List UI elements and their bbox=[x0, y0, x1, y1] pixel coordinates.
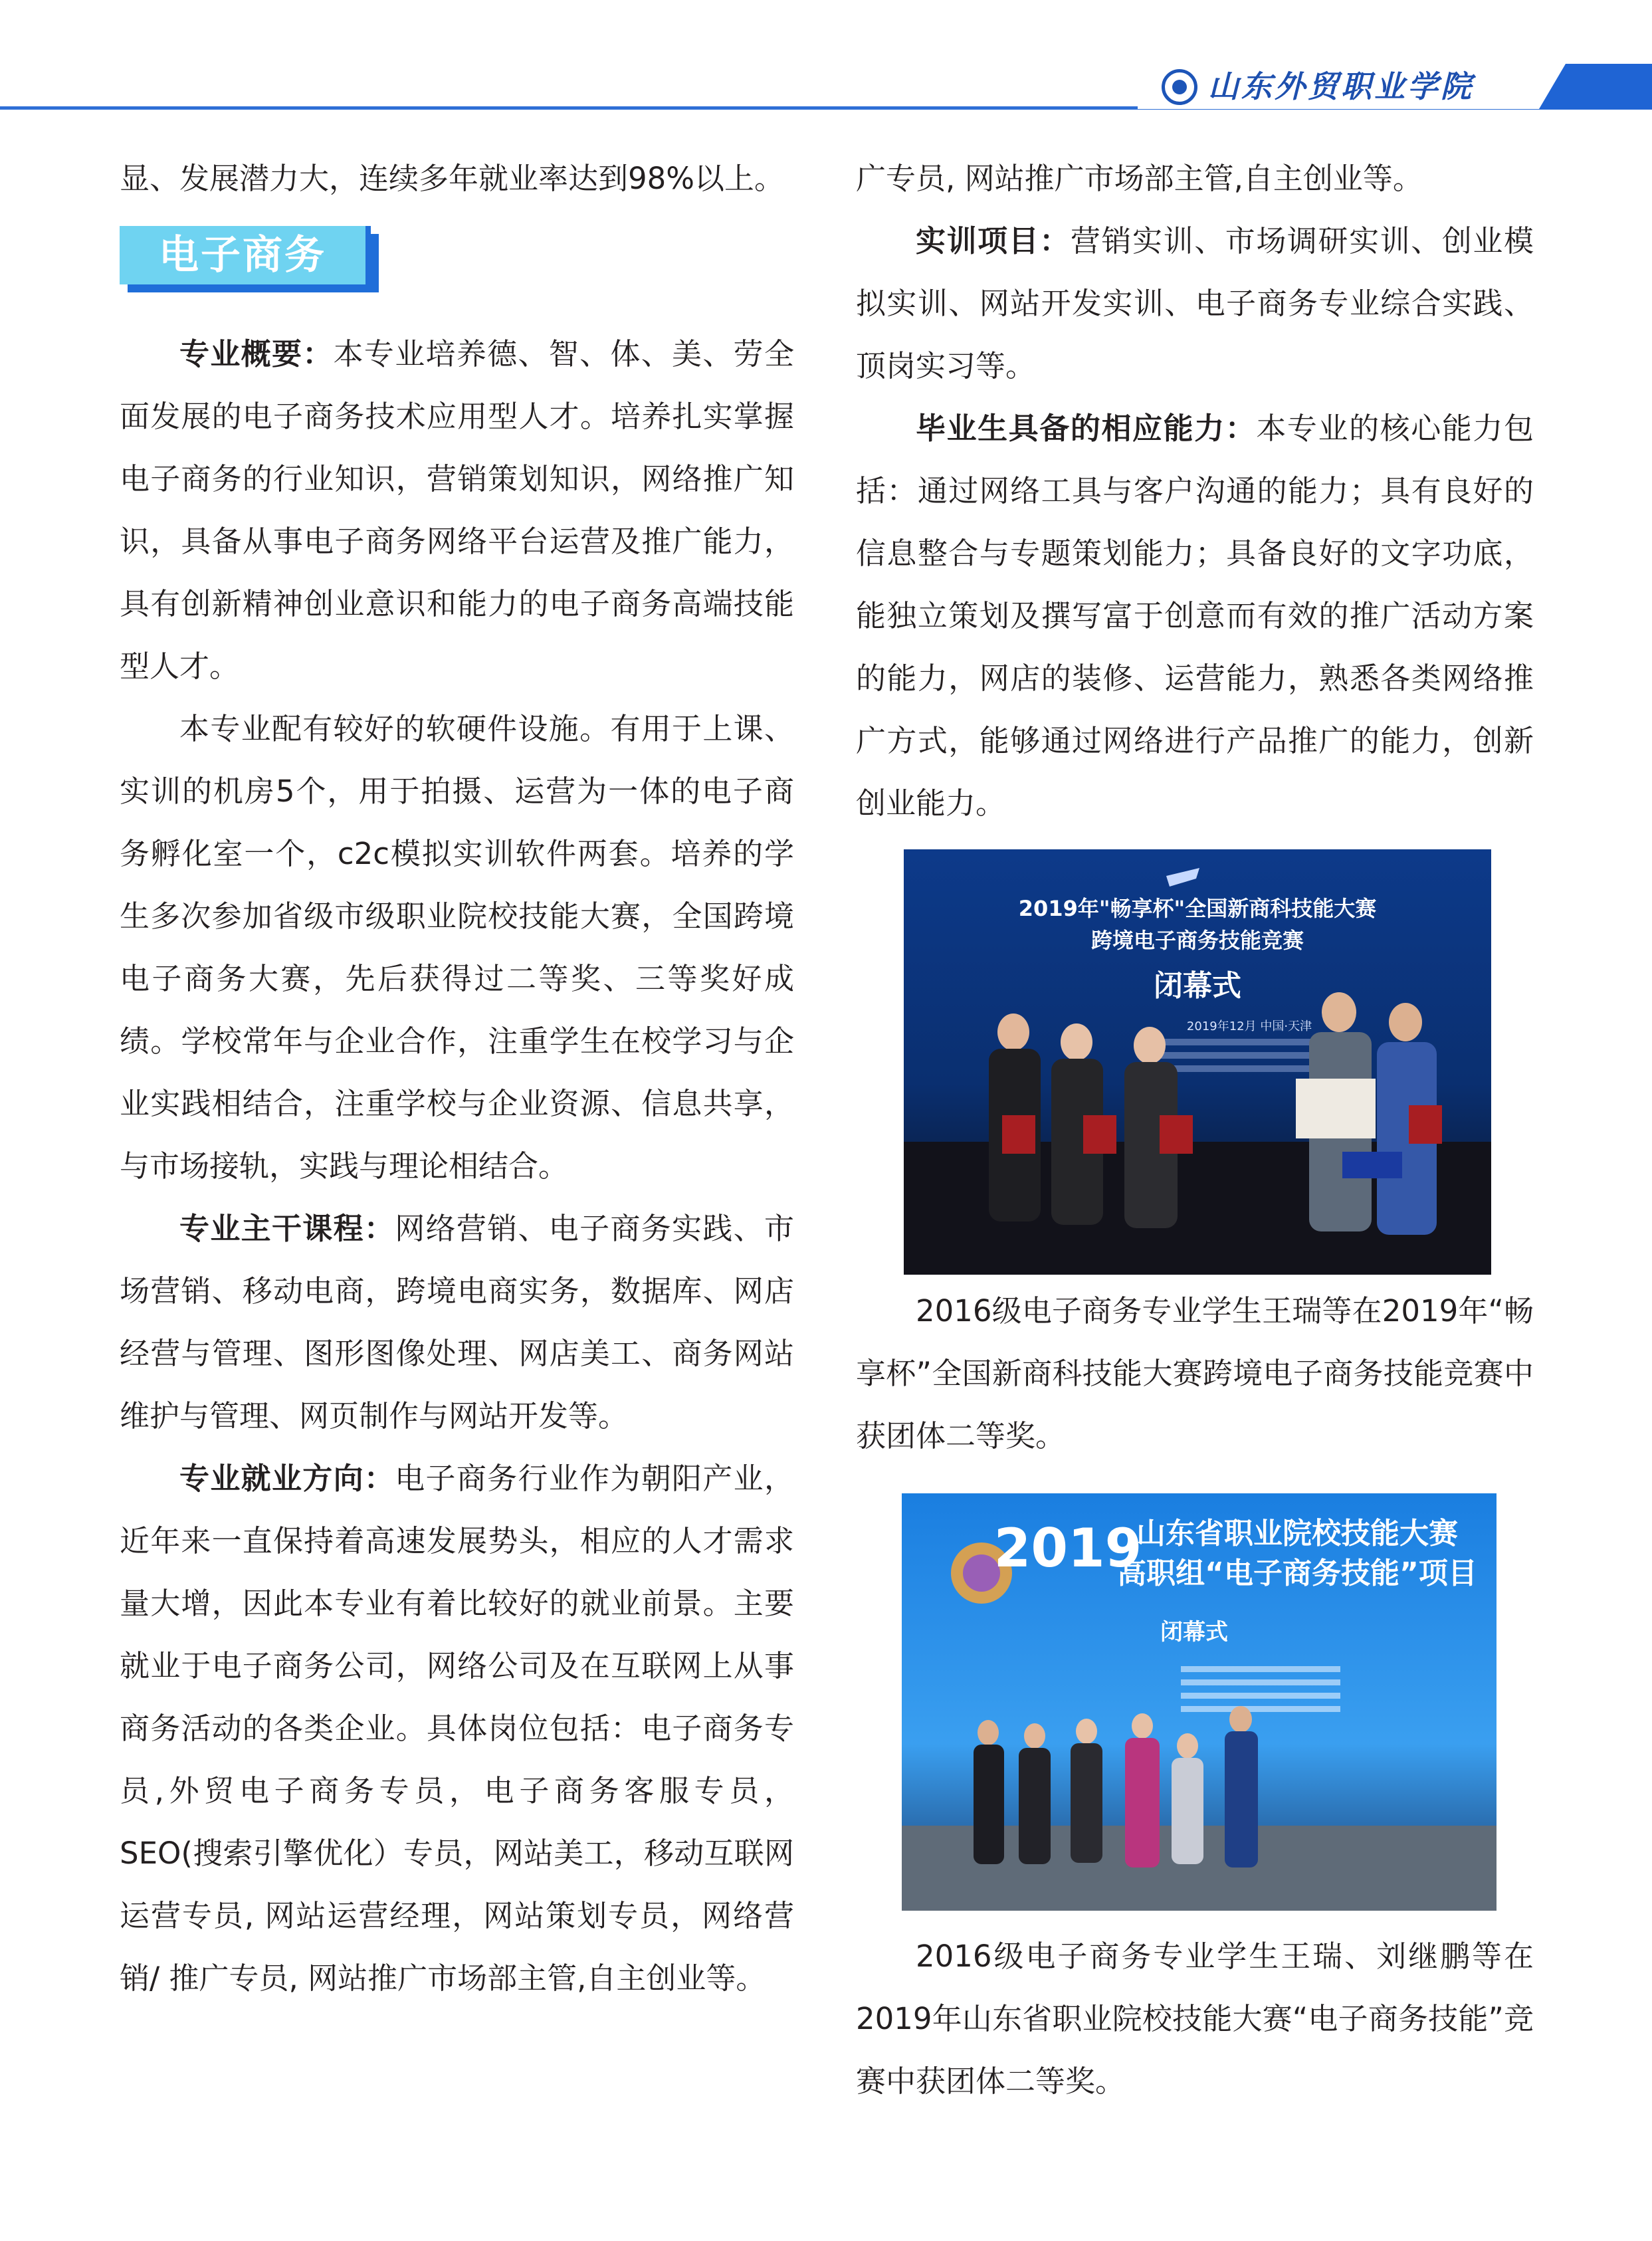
college-logo-icon bbox=[1162, 69, 1197, 105]
abilities-text: 本专业的核心能力包括：通过网络工具与客户沟通的能力；具有良好的信息整合与专题策划能力；具备良好的文字功底，能独立策划及撰写富于创意而有效的推广活动方案的能力，网店的装修、运营能力，熟悉各类网络推广方式，能够通过网络进行产品推广的能力，创新创业能力。 bbox=[856, 411, 1534, 821]
overview-paragraph bbox=[120, 323, 794, 698]
courses-paragraph bbox=[120, 1198, 794, 1447]
college-name: 山东外贸职业学院 bbox=[1208, 68, 1474, 104]
employment-text: 电子商务行业作为朝阳产业，近年来一直保持着高速发展势头，相应的人才需求量大增，因此本专业有着比较好的就业前景。主要就业于电子商务公司，网络公司及在互联网上从事商务活动的各类企业。具体岗位包括：电子商务专员,外贸电子商务专员，电子商务客服专员，SEO(搜索引擎优化）专员，网站美工，移动互联网运营专员, 网站运营经理，网站策划专员，网络营销/ 推广专员, 网站推广市场部主管,自主创业等。 bbox=[120, 1461, 794, 1996]
abilities-paragraph bbox=[856, 397, 1534, 835]
employment-label: 专业就业方向： bbox=[179, 1461, 395, 1496]
left-column bbox=[120, 148, 794, 2010]
photo2-banner-line3: 闭幕式 bbox=[1160, 1619, 1228, 1646]
photo2-caption: 2016级电子商务专业学生王瑞、刘继鹏等在2019年山东省职业院校技能大赛“电子商务技能”竞赛中获团体二等奖。 bbox=[856, 1939, 1534, 2099]
photo1-banner-line3: 闭幕式 bbox=[1154, 969, 1241, 1003]
intro-continued: 显、发展潜力大，连续多年就业率达到98%以上。 bbox=[120, 161, 785, 196]
employment-paragraph bbox=[120, 1447, 794, 2010]
photo1-banner-line1: 2019年"畅享杯"全国新商科技能大赛 bbox=[1018, 896, 1377, 921]
training-text: 营销实训、市场调研实训、创业模拟实训、网站开发实训、电子商务专业综合实践、顶岗实习等。 bbox=[856, 223, 1534, 383]
facilities-paragraph: 本专业配有较好的软硬件设施。有用于上课、实训的机房5个，用于拍摄、运营为一体的电子商务孵化室一个，c2c模拟实训软件两套。培养的学生多次参加省级市级职业院校技能大赛，全国跨境电子商务大赛，先后获得过二等奖、三等奖好成绩。学校常年与企业合作，注重学生在校学习与企业实践相结合，注重学校与企业资源、信息共享，与市场接轨，实践与理论相结合。 bbox=[120, 711, 794, 1184]
photo2-banner-line2: 高职组“电子商务技能”项目 bbox=[1117, 1556, 1477, 1590]
photo1-caption: 2016级电子商务专业学生王瑞等在2019年“畅享杯”全国新商科技能大赛跨境电子商务技能竞赛中获团体二等奖。 bbox=[856, 1293, 1534, 1453]
award-photo-tianjin bbox=[904, 849, 1491, 1275]
courses-text: 网络营销、电子商务实践、市场营销、移动电商，跨境电商实务，数据库、网店经营与管理、图形图像处理、网店美工、商务网站维护与管理、网页制作与网站开发等。 bbox=[120, 1211, 794, 1434]
award-photo-shandong bbox=[902, 1493, 1497, 1911]
training-label: 实训项目： bbox=[916, 223, 1071, 259]
photo1-banner-date: 2019年12月 中国·天津 bbox=[1186, 1019, 1312, 1033]
overview-label: 专业概要： bbox=[179, 336, 334, 372]
overview-text: 本专业培养德、智、体、美、劳全面发展的电子商务技术应用型人才。培养扎实掌握电子商务的行业知识，营销策划知识，网络推广知识，具备从事电子商务网络平台运营及推广能力，具有创新精神创业意识和能力的电子商务高端技能型人才。 bbox=[120, 336, 794, 684]
photo1-banner-line2: 跨境电子商务技能竞赛 bbox=[1090, 928, 1304, 953]
training-paragraph bbox=[856, 210, 1534, 397]
photo2-banner-line1: 山东省职业院校技能大赛 bbox=[1136, 1517, 1458, 1550]
photo2-banner-year: 2019 bbox=[993, 1517, 1142, 1579]
section-title: 电子商务 bbox=[159, 232, 326, 278]
right-continued: 广专员, 网站推广市场部主管,自主创业等。 bbox=[856, 161, 1423, 196]
section-title-badge bbox=[120, 226, 372, 290]
courses-label: 专业主干课程： bbox=[179, 1211, 395, 1246]
abilities-label: 毕业生具备的相应能力： bbox=[916, 411, 1257, 446]
right-column bbox=[856, 148, 1534, 835]
